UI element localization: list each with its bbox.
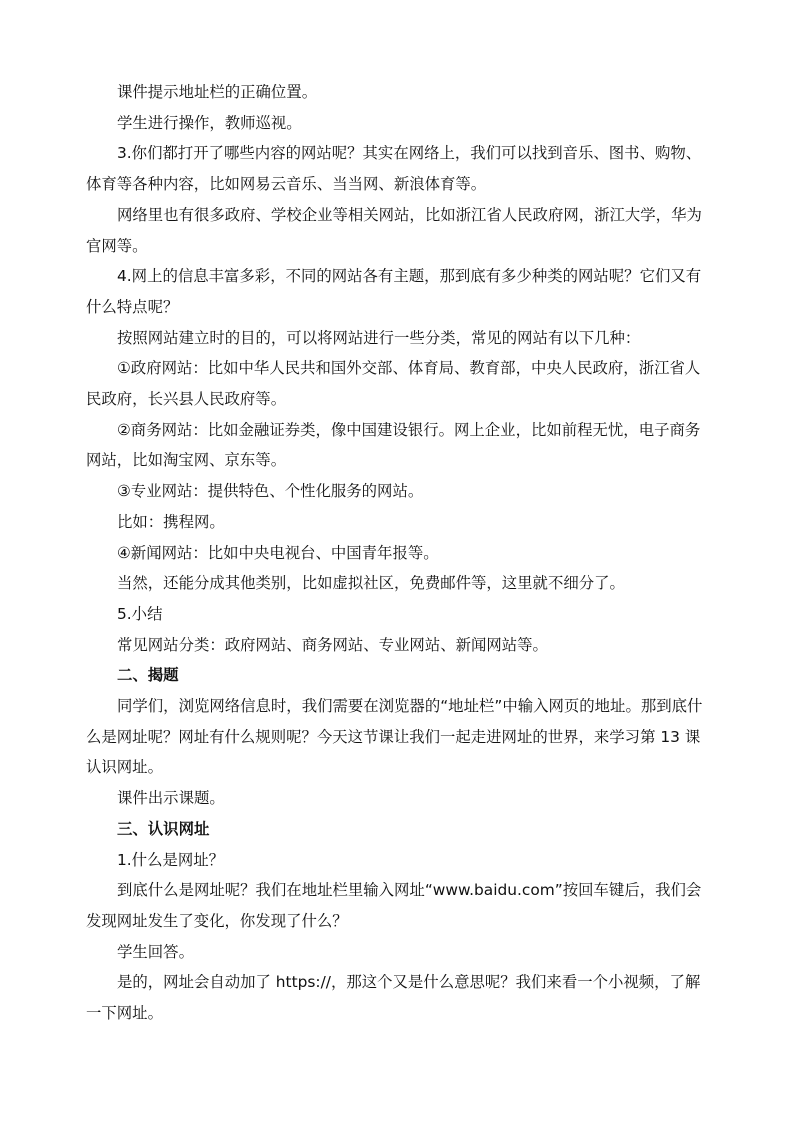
paragraph: ④新闻网站：比如中央电视台、中国青年报等。 bbox=[117, 543, 439, 562]
paragraph: 1.什么是网址？ bbox=[117, 850, 225, 869]
paragraph: ③专业网站：提供特色、个性化服务的网站。 bbox=[117, 482, 424, 501]
paragraph: 3.你们都打开了哪些内容的网站呢？其实在网络上，我们可以找到音乐、图书、购物、体育等各种内容，比如网易云音乐、当当网、新浪体育等。 bbox=[86, 144, 702, 194]
paragraph: 5.小结 bbox=[117, 604, 163, 623]
paragraph: 常见网站分类：政府网站、商务网站、专业网站、新闻网站等。 bbox=[117, 635, 548, 654]
paragraph: 学生回答。 bbox=[117, 942, 194, 961]
paragraph: 网络里也有很多政府、学校企业等相关网站，比如浙江省人民政府网，浙江大学，华为官网等。 bbox=[86, 205, 702, 255]
paragraph: 课件出示课题。 bbox=[117, 789, 225, 808]
paragraph: ①政府网站：比如中华人民共和国外交部、体育局、教育部，中央人民政府，浙江省人民政府，长兴县人民政府等。 bbox=[86, 359, 701, 409]
paragraph: ②商务网站：比如金融证券类，像中国建设银行。网上企业，比如前程无忧，电子商务网站，比如淘宝网、京东等。 bbox=[86, 420, 701, 470]
paragraph: 学生进行操作，教师巡视。 bbox=[117, 113, 302, 132]
paragraph: 按照网站建立时的目的，可以将网站进行一些分类，常见的网站有以下几种： bbox=[117, 328, 641, 347]
paragraph: 4.网上的信息丰富多彩，不同的网站各有主题，那到底有多少种类的网站呢？它们又有什么特点呢？ bbox=[86, 267, 702, 316]
section-heading: 三、认识网址 bbox=[117, 819, 210, 838]
paragraph: 是的，网址会自动加了 https://，那这个又是什么意思呢？我们来看一个小视频，了解一下网址。 bbox=[86, 973, 701, 1023]
paragraph: 到底什么是网址呢？我们在地址栏里输入网址“www.baidu.com”按回车键后，我们会发现网址发生了变化，你发现了什么？ bbox=[86, 881, 702, 930]
paragraph: 课件提示地址栏的正确位置。 bbox=[117, 83, 318, 101]
paragraph: 当然，还能分成其他类别，比如虚拟社区，免费邮件等，这里就不细分了。 bbox=[117, 574, 625, 593]
section-heading: 二、揭题 bbox=[117, 666, 179, 685]
paragraph: 比如：携程网。 bbox=[117, 512, 225, 531]
paragraph: 同学们，浏览网络信息时，我们需要在浏览器的“地址栏”中输入网页的地址。那到底什么是网址呢？网址有什么规则呢？今天这节课让我们一起走进网址的世界，来学习第 13 课 认识网址。 bbox=[86, 697, 703, 777]
document-body bbox=[86, 77, 708, 1029]
